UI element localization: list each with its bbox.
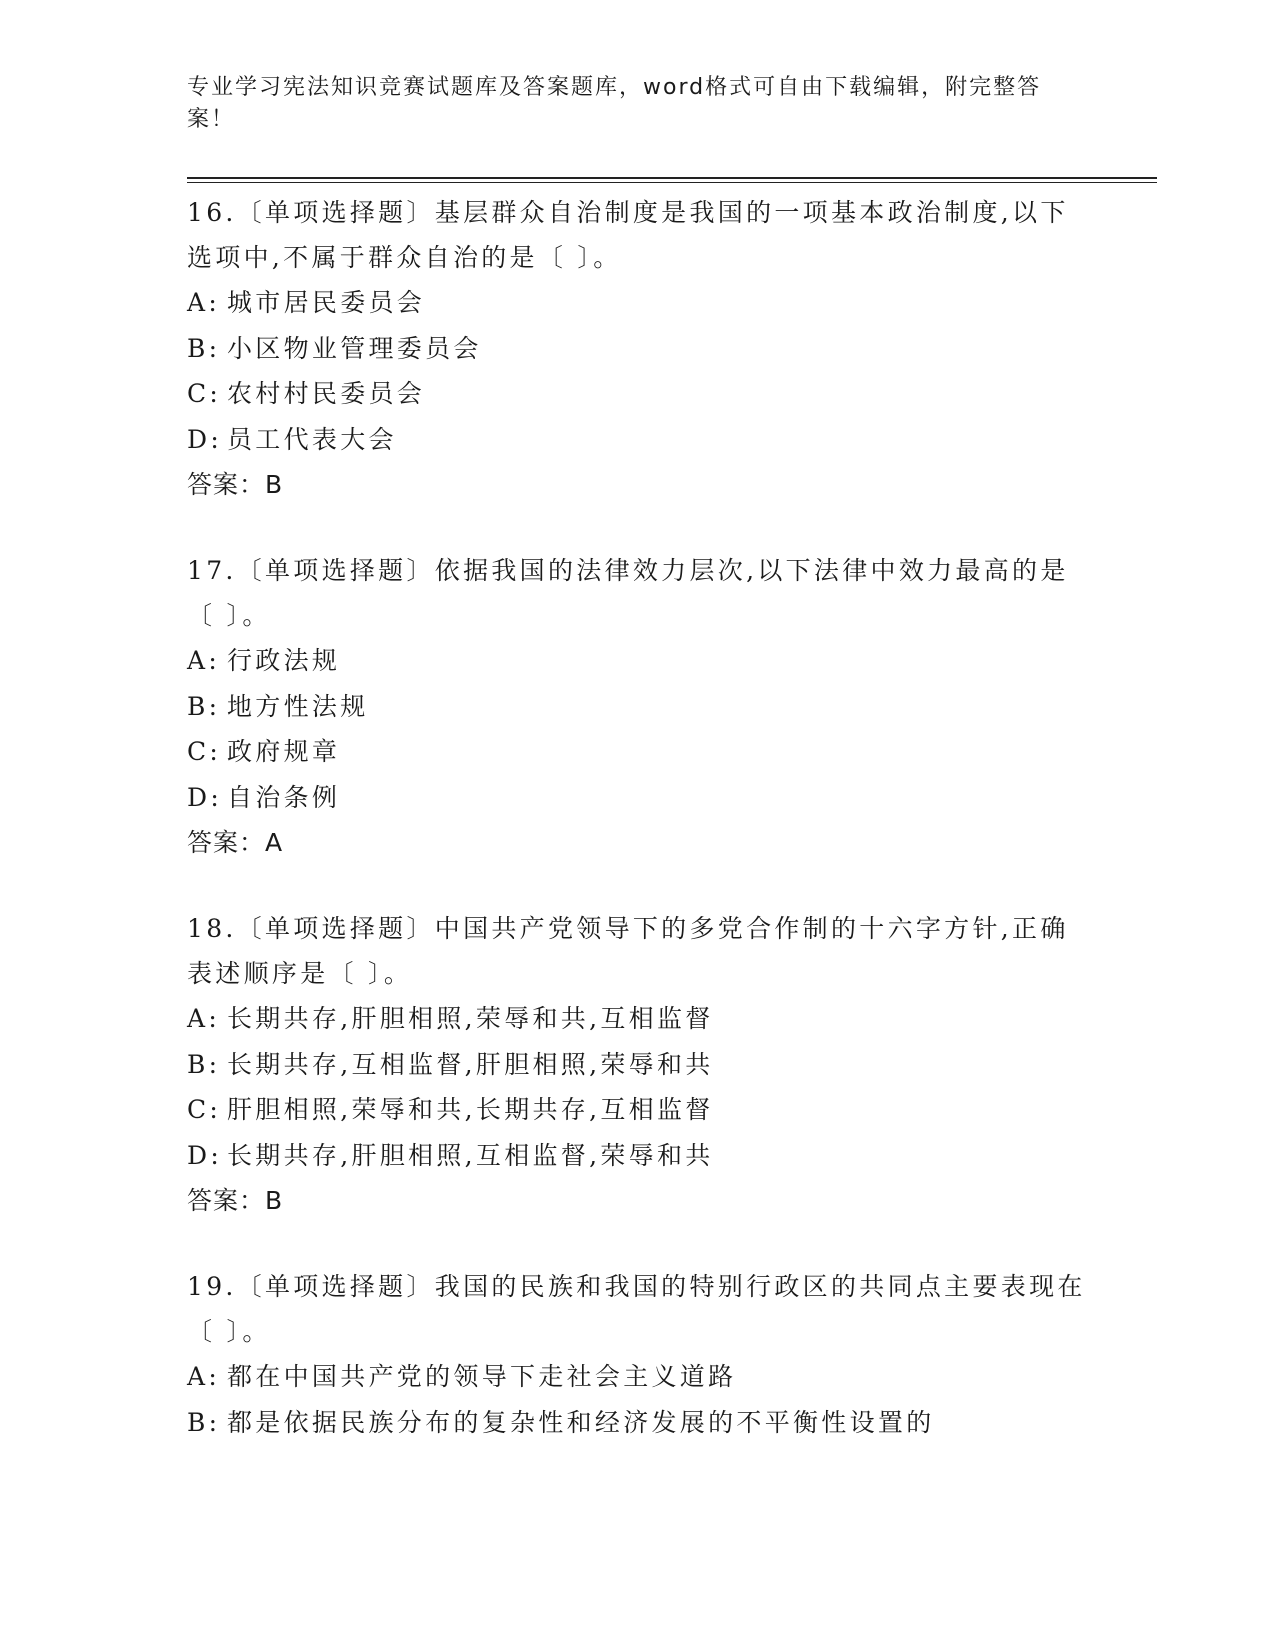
- option-key: B:: [187, 1407, 221, 1437]
- answer-line: 答案：B: [187, 470, 284, 499]
- option-key: A:: [187, 646, 221, 675]
- option-a: [187, 1354, 1087, 1400]
- question-text: [187, 906, 1087, 996]
- option-key: C:: [187, 379, 222, 408]
- question-text: [187, 548, 1087, 638]
- option-a: [187, 280, 1087, 326]
- option-b: [187, 684, 1087, 730]
- option-text: 小区物业管理委员会: [227, 333, 482, 363]
- question-stem: 〔单项选择题〕中国共产党领导下的多党合作制的十六字方针,正确表述顺序是〔 〕。: [187, 914, 1069, 988]
- header-divider-thin: [187, 182, 1157, 183]
- option-key: D:: [187, 1140, 223, 1170]
- answer-line: 答案：B: [187, 1186, 284, 1215]
- option-key: A:: [187, 288, 221, 317]
- question-number: 17.: [187, 556, 237, 585]
- option-text: 都在中国共产党的领导下走社会主义道路: [227, 1362, 737, 1391]
- option-text: 行政法规: [227, 646, 341, 675]
- option-b: [187, 1400, 1087, 1446]
- option-key: A:: [187, 1004, 221, 1033]
- option-text: 城市居民委员会: [227, 288, 426, 317]
- option-text: 肝胆相照,荣辱和共,长期共存,互相监督: [227, 1095, 714, 1124]
- option-d: [187, 417, 1087, 463]
- option-key: C:: [187, 1095, 222, 1124]
- option-key: B:: [187, 691, 221, 721]
- question-stem: 〔单项选择题〕基层群众自治制度是我国的一项基本政治制度,以下选项中,不属于群众自治的是〔 〕。: [187, 198, 1069, 272]
- question-17: [187, 548, 1087, 865]
- option-key: D:: [187, 782, 223, 812]
- option-c: [187, 371, 1087, 417]
- option-key: B:: [187, 333, 221, 363]
- option-key: B:: [187, 1049, 221, 1079]
- option-d: [187, 1133, 1087, 1179]
- option-text: 员工代表大会: [227, 424, 397, 454]
- option-text: 农村村民委员会: [227, 379, 426, 408]
- question-18: [187, 906, 1087, 1223]
- question-text: [187, 190, 1087, 280]
- option-key: C:: [187, 737, 222, 766]
- option-text: 长期共存,肝胆相照,互相监督,荣辱和共: [227, 1140, 714, 1170]
- option-a: [187, 996, 1087, 1042]
- option-key: D:: [187, 424, 223, 454]
- option-text: 地方性法规: [227, 691, 369, 721]
- question-19: [187, 1264, 1087, 1445]
- option-c: [187, 729, 1087, 775]
- option-text: 都是依据民族分布的复杂性和经济发展的不平衡性设置的: [227, 1407, 935, 1437]
- option-b: [187, 326, 1087, 372]
- question-16: [187, 190, 1087, 507]
- option-d: [187, 775, 1087, 821]
- question-list: [187, 190, 1087, 1486]
- question-text: [187, 1264, 1087, 1354]
- question-stem: 〔单项选择题〕我国的民族和我国的特别行政区的共同点主要表现在〔 〕。: [187, 1272, 1086, 1346]
- option-text: 长期共存,互相监督,肝胆相照,荣辱和共: [227, 1049, 714, 1079]
- option-c: [187, 1087, 1087, 1133]
- question-number: 19.: [187, 1272, 237, 1301]
- question-number: 18.: [187, 914, 237, 943]
- document-intro: 专业学习宪法知识竞赛试题库及答案题库，word格式可自由下载编辑，附完整答案！: [187, 75, 1042, 132]
- option-a: [187, 638, 1087, 684]
- question-stem: 〔单项选择题〕依据我国的法律效力层次,以下法律中效力最高的是〔 〕。: [187, 556, 1069, 630]
- header-divider-thick: [187, 177, 1157, 179]
- option-text: 长期共存,肝胆相照,荣辱和共,互相监督: [227, 1004, 714, 1033]
- option-text: 自治条例: [227, 782, 341, 812]
- option-key: A:: [187, 1362, 221, 1391]
- option-text: 政府规章: [227, 737, 341, 766]
- option-b: [187, 1042, 1087, 1088]
- question-number: 16.: [187, 198, 237, 227]
- answer-line: 答案：A: [187, 828, 284, 857]
